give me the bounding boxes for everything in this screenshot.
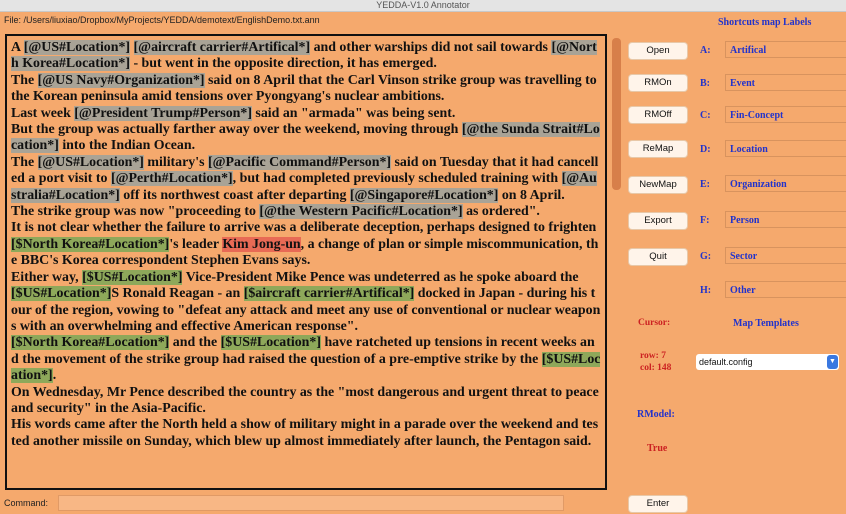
text-span[interactable]: said on Tuesday that it had cancelled a port visit to <box>11 154 599 187</box>
entity-annotation[interactable]: [@the Western Pacific#Location*] <box>259 204 463 220</box>
shortcut-label-input[interactable]: Event <box>725 74 846 91</box>
text-span[interactable]: into the Indian Ocean. <box>58 138 196 154</box>
text-span[interactable]: Vice-President Mike Pence was undeterred as he spoke aboard the <box>182 269 579 285</box>
entity-annotation[interactable]: [@North Korea#Location*] <box>11 40 597 72</box>
text-span[interactable]: Last week <box>11 105 75 121</box>
command-label: Command: <box>4 498 49 508</box>
shortcut-key: E: <box>700 179 710 190</box>
text-span[interactable]: But the group was actually farther away over the weekend, moving through <box>11 122 462 138</box>
text-span[interactable]: have ratcheted up tensions in recent weeks and the movement of the strike group had raised the question of a pre-emptive strike by the <box>11 335 595 367</box>
remap-button[interactable]: ReMap <box>629 141 687 157</box>
rmon-button[interactable]: RMOn <box>629 75 687 91</box>
newmap-button[interactable]: NewMap <box>629 177 687 193</box>
text-span[interactable]: said an "armada" was being sent. <box>251 105 456 121</box>
map-template-select[interactable] <box>696 354 839 370</box>
rmoff-button[interactable]: RMOff <box>629 107 687 123</box>
cursor-label: Cursor: <box>638 318 671 328</box>
map-templates-label: Map Templates <box>733 318 799 329</box>
entity-annotation[interactable]: [$US#Location*] <box>82 269 183 285</box>
entity-annotation[interactable]: [$US#Location*] <box>220 335 321 351</box>
export-button[interactable]: Export <box>629 213 687 229</box>
text-span[interactable]: On Wednesday, Mr Pence described the country as the "most dangerous and urgent threat to peace and security" in the Asia-Pacific. <box>11 384 599 416</box>
command-input[interactable] <box>58 495 564 511</box>
entity-annotation[interactable]: [@aircraft carrier#Artifical*] <box>133 40 311 55</box>
shortcut-key: D: <box>700 144 711 155</box>
selected-entity[interactable]: Kim Jong-un <box>222 236 301 252</box>
rmodel-label: RModel: <box>637 409 675 420</box>
quit-button[interactable]: Quit <box>629 249 687 265</box>
entity-annotation[interactable]: [@President Trump#Person*] <box>74 105 252 121</box>
text-span[interactable]: , a change of plan or simple miscommunication, the BBC's Korea correspondent Stephen Evans says. <box>11 236 599 269</box>
shortcut-label-input[interactable]: Location <box>725 140 846 157</box>
cursor-row: row: 7 <box>640 351 666 361</box>
entity-annotation[interactable]: [@US#Location*] <box>23 40 131 55</box>
text-span[interactable]: and other warships did not sail towards <box>310 40 552 55</box>
editor-text[interactable] <box>11 40 601 450</box>
shortcut-label-input[interactable]: Fin-Concept <box>725 106 846 123</box>
text-span[interactable]: His words came after the North held a show of military might in a parade over the weekend and tested another missile on Sunday, which blew up almost immediately after launch, the Pentagon said. <box>11 417 599 449</box>
text-span[interactable]: A <box>11 40 24 55</box>
text-span[interactable]: The <box>11 72 38 88</box>
window-title: YEDDA-V1.0 Annotator <box>0 0 846 12</box>
entity-annotation[interactable]: [@Singapore#Location*] <box>349 187 499 203</box>
text-span[interactable]: on 8 April. <box>498 187 565 203</box>
rmodel-value: True <box>647 443 668 454</box>
map-template-selected: default.config <box>699 357 753 367</box>
text-span[interactable]: . <box>52 368 57 384</box>
text-span[interactable]: The <box>11 154 38 170</box>
text-span[interactable]: military's <box>143 154 208 170</box>
entity-annotation[interactable]: [$North Korea#Location*] <box>11 335 170 351</box>
text-span[interactable]: , but had completed previously scheduled training with <box>232 171 562 187</box>
shortcut-label-input[interactable]: Person <box>725 211 846 228</box>
shortcut-key: H: <box>700 285 712 296</box>
file-path-label: File: /Users/liuxiao/Dropbox/MyProjects/YEDDA/demotext/EnglishDemo.txt.ann <box>4 15 320 25</box>
text-span[interactable]: The strike group was now "proceeding to <box>11 204 260 220</box>
chevron-down-icon[interactable]: ▼ <box>827 355 838 369</box>
entity-annotation[interactable]: [$US#Location*] <box>11 351 601 384</box>
entity-annotation[interactable]: [@US Navy#Organization*] <box>37 72 205 88</box>
editor-scrollbar[interactable] <box>612 38 621 190</box>
shortcut-label-input[interactable]: Sector <box>725 247 846 264</box>
text-span[interactable]: Either way, <box>11 269 83 285</box>
text-span[interactable]: docked in Japan - during his tour of the region, vowing to "defeat any attack and meet any use of conventional or nuclear weapons with an overwhelming and effective American response". <box>11 286 601 334</box>
shortcut-key: A: <box>700 45 711 56</box>
enter-button[interactable]: Enter <box>629 496 687 512</box>
entity-annotation[interactable]: [@US#Location*] <box>37 154 144 170</box>
text-span[interactable]: 's leader <box>169 236 223 252</box>
shortcuts-title: Shortcuts map Labels <box>718 17 812 28</box>
shortcut-label-input[interactable]: Organization <box>725 175 846 192</box>
entity-annotation[interactable]: [@the Sunda Strait#Location*] <box>11 122 600 154</box>
shortcut-key: G: <box>700 251 712 262</box>
cursor-col: col: 148 <box>640 363 672 373</box>
entity-annotation[interactable]: [@Perth#Location*] <box>110 171 233 187</box>
shortcut-key: F: <box>700 215 710 226</box>
text-span[interactable]: as ordered". <box>462 204 540 220</box>
shortcut-label-input[interactable]: Artifical <box>725 41 846 58</box>
entity-annotation[interactable]: [$aircraft carrier#Artifical*] <box>243 286 415 302</box>
text-span[interactable]: S Ronald Reagan - an <box>111 286 244 302</box>
text-span[interactable]: - but went in the opposite direction, it has emerged. <box>129 56 437 72</box>
annotation-text-editor[interactable] <box>5 34 607 490</box>
entity-annotation[interactable]: [@Australia#Location*] <box>11 171 597 203</box>
entity-annotation[interactable]: [@Pacific Command#Person*] <box>207 154 392 170</box>
text-span[interactable]: said on 8 April that the Carl Vinson strike group was travelling to the Korean peninsula amid tensions over Pyongyang's nuclear ambitions. <box>11 72 597 105</box>
shortcut-label-input[interactable]: Other <box>725 281 846 298</box>
text-span[interactable]: and the <box>169 335 221 351</box>
entity-annotation[interactable]: [$North Korea#Location*] <box>11 236 170 252</box>
open-button[interactable]: Open <box>629 43 687 59</box>
entity-annotation[interactable]: [$US#Location*] <box>11 286 112 302</box>
shortcut-key: C: <box>700 110 711 121</box>
shortcut-key: B: <box>700 78 710 89</box>
text-span[interactable]: It is not clear whether the failure to arrive was a deliberate deception, perhaps designed to frighten <box>11 220 597 236</box>
text-span[interactable] <box>130 40 133 55</box>
text-span[interactable]: off its northwest coast after departing <box>119 187 350 203</box>
